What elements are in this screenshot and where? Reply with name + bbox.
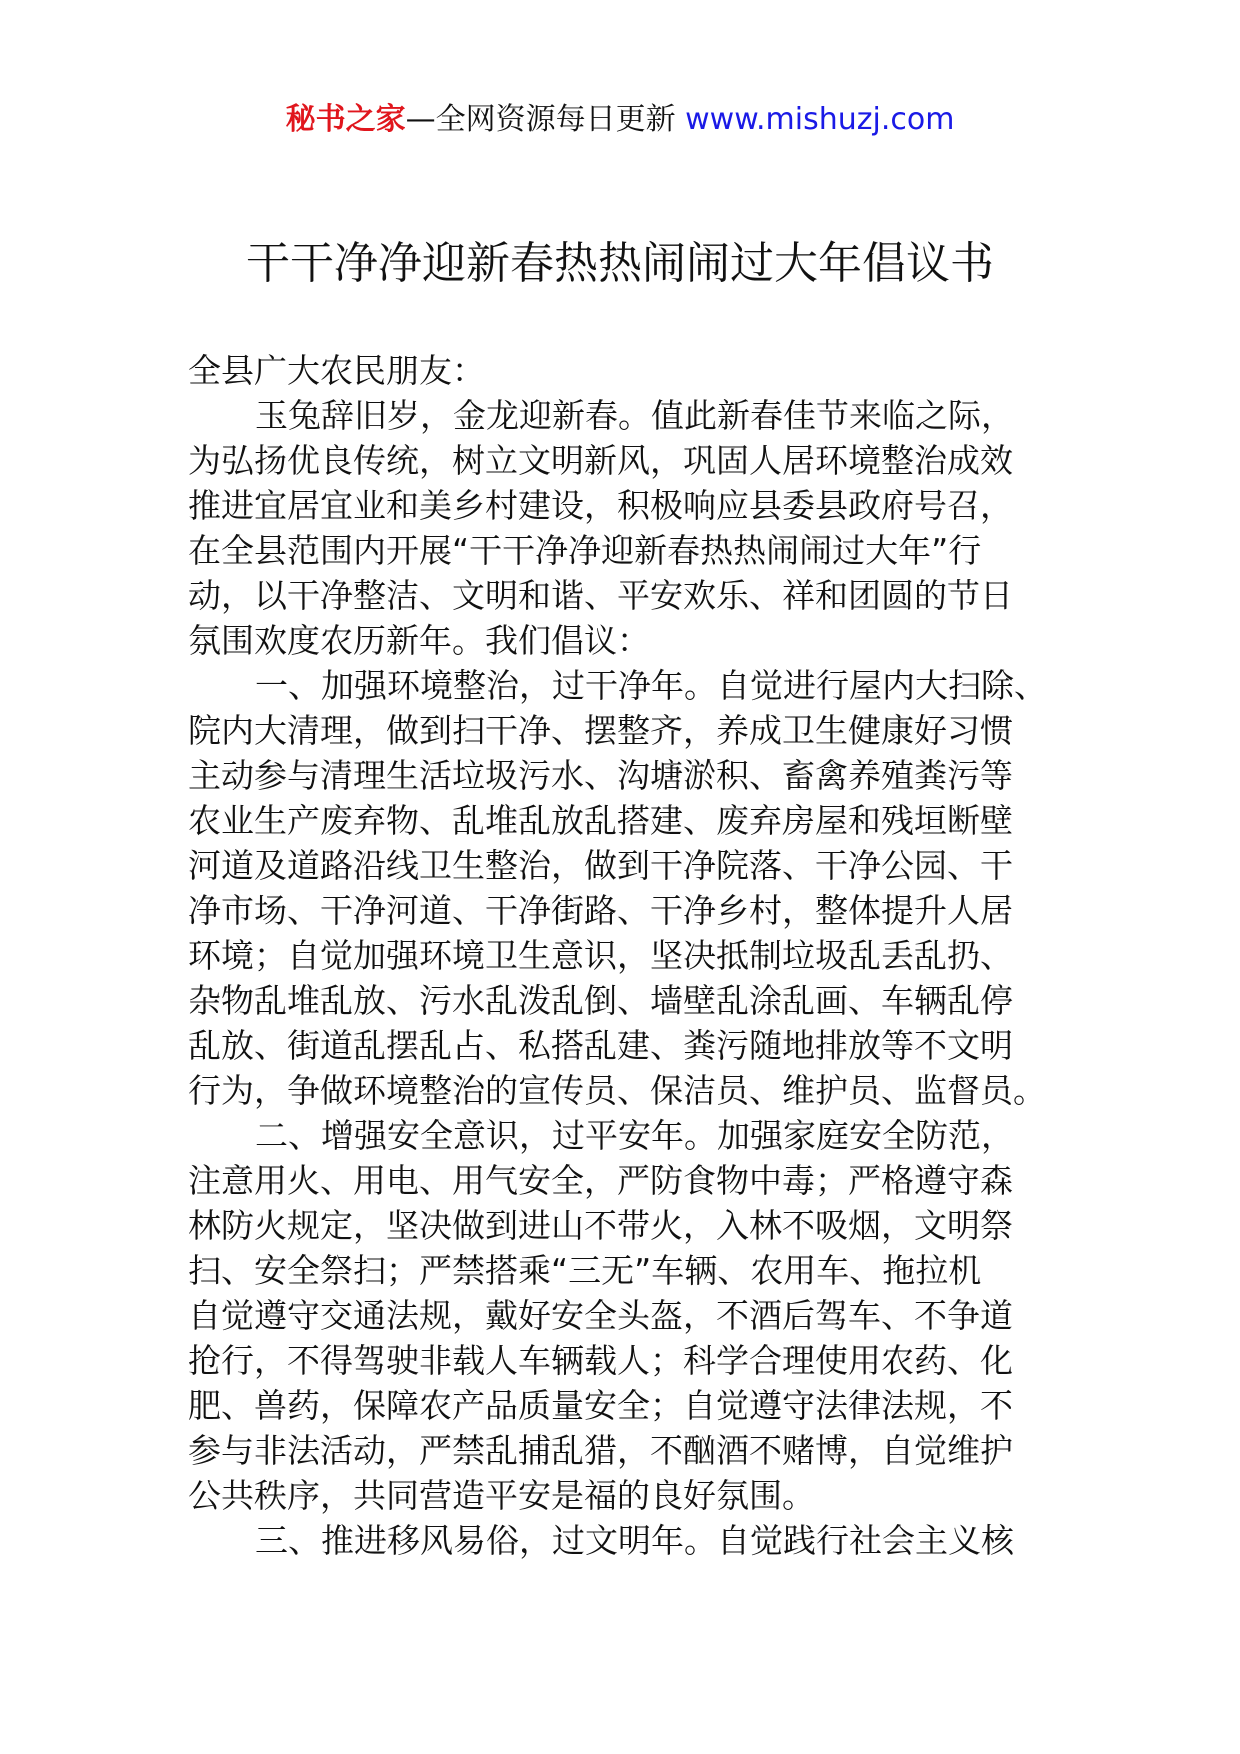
body-line: 动，以干净整洁、文明和谐、平安欢乐、祥和团圆的节日 [188, 576, 1013, 615]
salutation: 全县广大农民朋友： [188, 351, 485, 390]
document-body [188, 348, 1070, 1563]
site-tagline: —全网资源每日更新 [405, 102, 676, 137]
body-line: 在全县范围内开展“干干净净迎新春热热闹闹过大年”行 [188, 531, 982, 570]
body-line: 玉兔辞旧岁，金龙迎新春。值此新春佳节来临之际， [255, 396, 1014, 435]
body-line: 农业生产废弃物、乱堆乱放乱搭建、废弃房屋和残垣断壁 [188, 801, 1013, 840]
body-line: 林防火规定，坚决做到进山不带火，入林不吸烟，文明祭 [188, 1206, 1013, 1245]
body-line: 扫、安全祭扫；严禁搭乘“三无”车辆、农用车、拖拉机 [188, 1251, 982, 1290]
body-line: 抢行，不得驾驶非载人车辆载人；科学合理使用农药、化 [188, 1341, 1013, 1380]
body-line: 参与非法活动，严禁乱捕乱猎，不酗酒不赌博，自觉维护 [188, 1431, 1013, 1470]
body-line: 氛围欢度农历新年。我们倡议： [188, 621, 650, 660]
body-line: 公共秩序，共同营造平安是福的良好氛围。 [188, 1476, 815, 1515]
body-line: 主动参与清理生活垃圾污水、沟塘淤积、畜禽养殖粪污等 [188, 756, 1013, 795]
body-line: 杂物乱堆乱放、污水乱泼乱倒、墙壁乱涂乱画、车辆乱停 [188, 981, 1013, 1020]
body-line: 净市场、干净河道、干净街路、干净乡村，整体提升人居 [188, 891, 1013, 930]
body-line: 为弘扬优良传统，树立文明新风，巩固人居环境整治成效 [188, 441, 1013, 480]
body-line: 环境；自觉加强环境卫生意识，坚决抵制垃圾乱丢乱扔、 [188, 936, 1013, 975]
site-name: 秘书之家 [285, 102, 406, 137]
body-line: 自觉遵守交通法规，戴好安全头盔，不酒后驾车、不争道 [188, 1296, 1013, 1335]
site-header-banner [0, 100, 1240, 140]
body-line: 行为，争做环境整治的宣传员、保洁员、维护员、监督员。 [188, 1071, 1046, 1110]
body-line: 院内大清理，做到扫干净、摆整齐，养成卫生健康好习惯 [188, 711, 1013, 750]
body-line: 肥、兽药，保障农产品质量安全；自觉遵守法律法规，不 [188, 1386, 1013, 1425]
section-heading-line: 二、增强安全意识，过平安年。加强家庭安全防范， [255, 1116, 1014, 1155]
body-line: 乱放、街道乱摆乱占、私搭乱建、粪污随地排放等不文明 [188, 1026, 1013, 1065]
site-url-link[interactable]: www.mishuzj.com [685, 102, 955, 137]
body-line: 注意用火、用电、用气安全，严防食物中毒；严格遵守森 [188, 1161, 1013, 1200]
body-line: 推进宜居宜业和美乡村建设，积极响应县委县政府号召， [188, 486, 1013, 525]
section-heading-line: 三、推进移风易俗，过文明年。自觉践行社会主义核 [255, 1521, 1014, 1560]
section-heading-line: 一、加强环境整治，过干净年。自觉进行屋内大扫除、 [255, 666, 1047, 705]
document-title: 干干净净迎新春热热闹闹过大年倡议书 [246, 238, 994, 289]
body-line: 河道及道路沿线卫生整治，做到干净院落、干净公园、干 [188, 846, 1013, 885]
